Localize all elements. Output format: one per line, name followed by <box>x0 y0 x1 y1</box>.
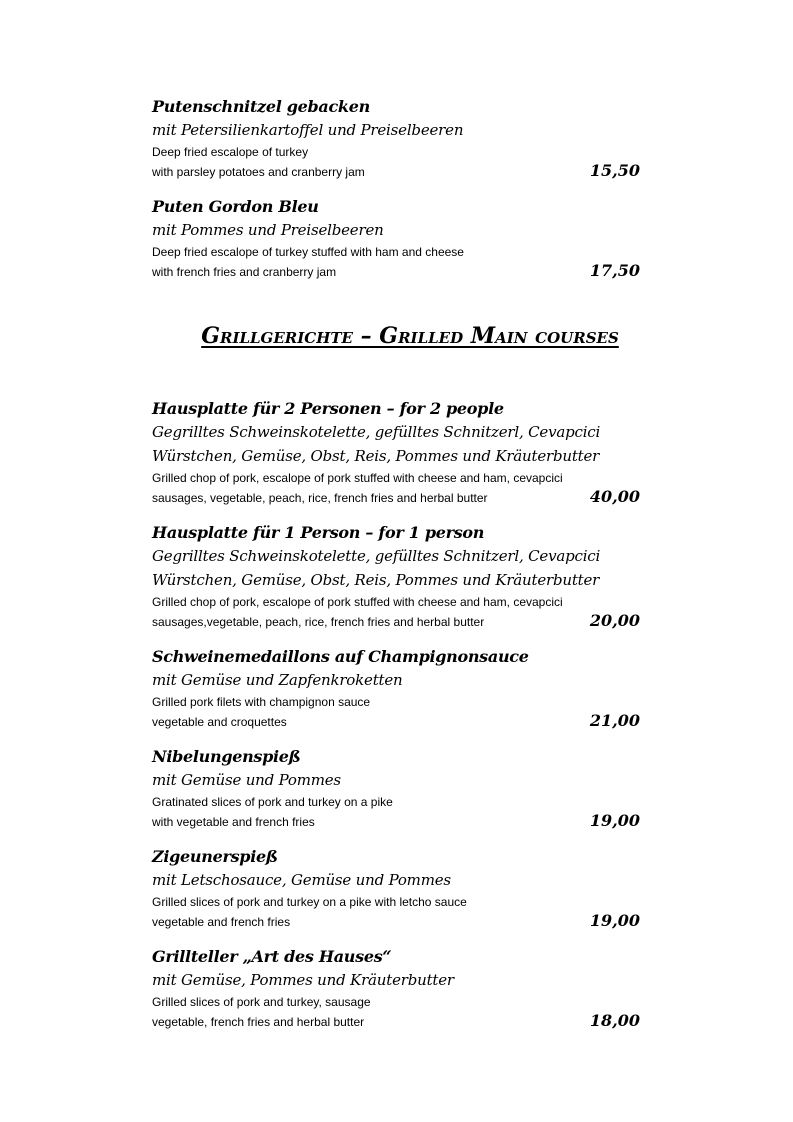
item-title: Grillteller „Art des Hauses“ <box>152 947 392 966</box>
item-description-line: vegetable and croquettes <box>152 715 287 729</box>
item-title: Hausplatte für 1 Person – for 1 person <box>152 523 485 542</box>
item-title: Hausplatte für 2 Personen – for 2 people <box>152 399 504 418</box>
menu-item-grillteller <box>152 946 640 1032</box>
menu-item-hausplatte-2 <box>152 398 640 508</box>
item-price: 20,00 <box>589 611 640 630</box>
item-subtitle: mit Petersilienkartoffel und Preiselbeeren <box>152 121 464 139</box>
item-description-line: with parsley potatoes and cranberry jam <box>152 165 365 179</box>
item-title: Putenschnitzel gebacken <box>152 97 370 116</box>
item-subtitle: Würstchen, Gemüse, Obst, Reis, Pommes und Kräuterbutter <box>152 447 600 465</box>
menu-item-putenschnitzel <box>152 96 640 182</box>
item-title: Puten Gordon Bleu <box>152 197 319 216</box>
item-subtitle: mit Gemüse, Pommes und Kräuterbutter <box>152 971 454 989</box>
item-price: 19,00 <box>589 911 640 930</box>
item-price: 40,00 <box>589 487 640 506</box>
item-title: Nibelungenspieß <box>152 747 301 766</box>
item-description-line: Deep fried escalope of turkey <box>152 145 309 159</box>
item-description-line: sausages,vegetable, peach, rice, french fries and herbal butter <box>152 615 485 629</box>
item-price: 21,00 <box>589 711 640 730</box>
item-description-line: Deep fried escalope of turkey stuffed with ham and cheese <box>152 245 464 259</box>
menu-item-schweinemedaillons <box>152 646 640 732</box>
item-description-line: vegetable, french fries and herbal butter <box>152 1015 365 1029</box>
item-subtitle: Gegrilltes Schweinskotelette, gefülltes Schnitzerl, Cevapcici <box>152 423 601 441</box>
item-description-line: Grilled chop of pork, escalope of pork stuffed with cheese and ham, cevapcici <box>152 595 563 609</box>
menu-item-nibelungenspiess <box>152 746 640 832</box>
item-description-line: sausages, vegetable, peach, rice, french fries and herbal butter <box>152 491 488 505</box>
item-description-line: Grilled chop of pork, escalope of pork stuffed with cheese and ham, cevapcici <box>152 471 563 485</box>
item-description-line: Grilled slices of pork and turkey on a pike with letcho sauce <box>152 895 467 909</box>
item-subtitle: mit Letschosauce, Gemüse und Pommes <box>152 871 451 889</box>
item-price: 15,50 <box>589 161 640 180</box>
item-description-line: vegetable and french fries <box>152 915 291 929</box>
item-title: Zigeunerspieß <box>152 847 278 866</box>
item-price: 17,50 <box>589 261 640 280</box>
item-description-line: with french fries and cranberry jam <box>152 265 337 279</box>
item-description-line: with vegetable and french fries <box>152 815 315 829</box>
item-subtitle: Würstchen, Gemüse, Obst, Reis, Pommes und Kräuterbutter <box>152 571 600 589</box>
item-subtitle: mit Gemüse und Pommes <box>152 771 341 789</box>
menu-item-hausplatte-1 <box>152 522 640 632</box>
menu-item-puten-gordon-bleu <box>152 196 640 282</box>
item-description-line: Gratinated slices of pork and turkey on a pike <box>152 795 393 809</box>
menu-page <box>152 96 652 1032</box>
menu-item-zigeunerspiess <box>152 846 640 932</box>
section-heading-grill: Grillgerichte – Grilled Main courses <box>201 323 619 349</box>
item-subtitle: mit Pommes und Preiselbeeren <box>152 221 384 239</box>
item-subtitle: mit Gemüse und Zapfenkroketten <box>152 671 403 689</box>
item-price: 18,00 <box>589 1011 640 1030</box>
item-price: 19,00 <box>589 811 640 830</box>
item-title: Schweinemedaillons auf Champignonsauce <box>152 647 529 666</box>
item-description-line: Grilled pork filets with champignon sauce <box>152 695 371 709</box>
item-description-line: Grilled slices of pork and turkey, sausage <box>152 995 371 1009</box>
item-subtitle: Gegrilltes Schweinskotelette, gefülltes Schnitzerl, Cevapcici <box>152 547 601 565</box>
